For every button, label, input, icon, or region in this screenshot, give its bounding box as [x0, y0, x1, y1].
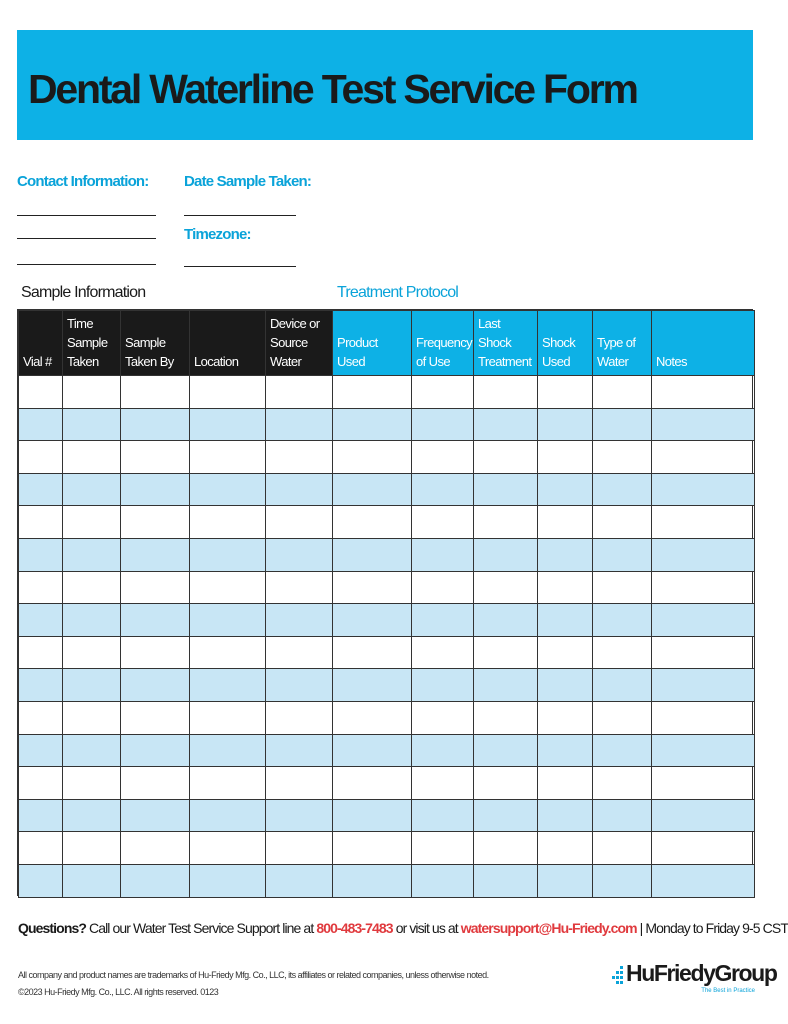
table-cell[interactable]	[474, 506, 538, 539]
table-cell[interactable]	[266, 799, 333, 832]
table-cell[interactable]	[412, 799, 474, 832]
table-cell[interactable]	[652, 571, 755, 604]
table-cell[interactable]	[121, 734, 190, 767]
table-cell[interactable]	[63, 506, 121, 539]
table-cell[interactable]	[266, 408, 333, 441]
table-cell[interactable]	[412, 832, 474, 865]
column-header-vial: Vial #	[19, 311, 63, 376]
column-header-shock-used: Shock Used	[538, 311, 593, 376]
column-header-last-shock-treatment: Last Shock Treatment	[474, 311, 538, 376]
table-cell[interactable]	[190, 669, 266, 702]
table-cell[interactable]	[593, 473, 652, 506]
support-hours: | Monday to Friday 9-5 CST	[636, 920, 788, 936]
table-row	[19, 701, 755, 734]
table-cell[interactable]	[412, 571, 474, 604]
table-cell[interactable]	[474, 767, 538, 800]
table-cell[interactable]	[412, 604, 474, 637]
table-cell[interactable]	[266, 571, 333, 604]
table-cell[interactable]	[333, 408, 412, 441]
table-cell[interactable]	[593, 734, 652, 767]
table-cell[interactable]	[412, 864, 474, 897]
table-cell[interactable]	[474, 799, 538, 832]
contact-field-line-3[interactable]	[17, 264, 156, 265]
table-cell[interactable]	[474, 538, 538, 571]
table-cell[interactable]	[266, 376, 333, 409]
table-cell[interactable]	[190, 408, 266, 441]
table-cell[interactable]	[412, 669, 474, 702]
table-cell[interactable]	[474, 734, 538, 767]
table-cell[interactable]	[333, 734, 412, 767]
table-cell[interactable]	[190, 441, 266, 474]
table-cell[interactable]	[593, 376, 652, 409]
sample-log-rows	[19, 376, 755, 898]
table-cell[interactable]	[333, 571, 412, 604]
table-cell[interactable]	[333, 538, 412, 571]
table-cell[interactable]	[190, 538, 266, 571]
table-cell[interactable]	[266, 538, 333, 571]
table-cell[interactable]	[266, 473, 333, 506]
table-cell[interactable]	[190, 376, 266, 409]
table-cell[interactable]	[412, 408, 474, 441]
table-cell[interactable]	[333, 767, 412, 800]
table-cell[interactable]	[652, 376, 755, 409]
table-cell[interactable]	[266, 734, 333, 767]
table-cell[interactable]	[412, 506, 474, 539]
table-cell[interactable]	[63, 376, 121, 409]
table-cell[interactable]	[121, 701, 190, 734]
table-cell[interactable]	[474, 864, 538, 897]
table-cell[interactable]	[121, 506, 190, 539]
table-cell[interactable]	[190, 636, 266, 669]
table-cell[interactable]	[121, 408, 190, 441]
logo-tagline: The Best in Practice	[701, 988, 755, 994]
table-cell[interactable]	[190, 767, 266, 800]
table-cell[interactable]	[121, 767, 190, 800]
column-header-sample-taken-by: Sample Taken By	[121, 311, 190, 376]
table-cell[interactable]	[266, 669, 333, 702]
table-cell[interactable]	[652, 669, 755, 702]
table-cell[interactable]	[652, 832, 755, 865]
table-cell[interactable]	[593, 538, 652, 571]
table-cell[interactable]	[19, 767, 63, 800]
table-cell[interactable]	[474, 408, 538, 441]
table-cell[interactable]	[121, 636, 190, 669]
table-cell[interactable]	[652, 538, 755, 571]
table-cell[interactable]	[652, 441, 755, 474]
table-cell[interactable]	[190, 473, 266, 506]
table-cell[interactable]	[63, 799, 121, 832]
table-cell[interactable]	[190, 571, 266, 604]
table-cell[interactable]	[652, 734, 755, 767]
form-title: Dental Waterline Test Service Form	[28, 66, 637, 112]
table-cell[interactable]	[652, 701, 755, 734]
table-cell[interactable]	[19, 799, 63, 832]
table-cell[interactable]	[474, 441, 538, 474]
table-cell[interactable]	[474, 604, 538, 637]
table-cell[interactable]	[19, 864, 63, 897]
table-cell[interactable]	[333, 799, 412, 832]
table-cell[interactable]	[19, 604, 63, 637]
support-text: Call our Water Test Service Support line at	[86, 920, 317, 936]
support-phone-link[interactable]: 800-483-7483	[316, 920, 393, 936]
sample-information-heading: Sample Information	[21, 284, 146, 301]
table-cell[interactable]	[652, 473, 755, 506]
table-cell[interactable]	[266, 767, 333, 800]
timezone-field-line[interactable]	[184, 266, 296, 267]
table-row	[19, 734, 755, 767]
table-cell[interactable]	[190, 734, 266, 767]
table-cell[interactable]	[190, 506, 266, 539]
table-row	[19, 441, 755, 474]
table-cell[interactable]	[593, 832, 652, 865]
table-cell[interactable]	[593, 441, 652, 474]
date-sample-taken-label: Date Sample Taken:	[184, 173, 312, 190]
table-cell[interactable]	[190, 701, 266, 734]
contact-field-line-1[interactable]	[17, 215, 156, 216]
table-cell[interactable]	[266, 604, 333, 637]
table-cell[interactable]	[190, 799, 266, 832]
timezone-label: Timezone:	[184, 226, 251, 243]
table-cell[interactable]	[333, 506, 412, 539]
table-cell[interactable]	[19, 832, 63, 865]
table-cell[interactable]	[538, 767, 593, 800]
table-cell[interactable]	[538, 636, 593, 669]
table-cell[interactable]	[412, 734, 474, 767]
table-cell[interactable]	[412, 473, 474, 506]
table-cell[interactable]	[652, 799, 755, 832]
column-header-time-sample-taken: Time Sample Taken	[63, 311, 121, 376]
table-cell[interactable]	[121, 473, 190, 506]
table-cell[interactable]	[19, 636, 63, 669]
date-field-line[interactable]	[184, 215, 296, 216]
table-cell[interactable]	[593, 408, 652, 441]
column-header-type-of-water: Type of Water	[593, 311, 652, 376]
table-row	[19, 832, 755, 865]
table-cell[interactable]	[266, 636, 333, 669]
questions-label: Questions?	[18, 920, 87, 936]
table-cell[interactable]	[593, 799, 652, 832]
table-cell[interactable]	[652, 636, 755, 669]
table-cell[interactable]	[412, 636, 474, 669]
table-cell[interactable]	[538, 473, 593, 506]
table-row	[19, 636, 755, 669]
table-cell[interactable]	[63, 832, 121, 865]
table-cell[interactable]	[121, 832, 190, 865]
table-cell[interactable]	[593, 767, 652, 800]
table-cell[interactable]	[121, 669, 190, 702]
table-cell[interactable]	[19, 441, 63, 474]
table-cell[interactable]	[121, 571, 190, 604]
table-cell[interactable]	[538, 441, 593, 474]
table-cell[interactable]	[652, 767, 755, 800]
table-cell[interactable]	[593, 571, 652, 604]
table-cell[interactable]	[538, 408, 593, 441]
table-cell[interactable]	[474, 832, 538, 865]
table-cell[interactable]	[593, 701, 652, 734]
table-row	[19, 669, 755, 702]
logo-dots-icon	[612, 966, 624, 984]
table-cell[interactable]	[63, 636, 121, 669]
table-cell[interactable]	[121, 604, 190, 637]
table-cell[interactable]	[19, 571, 63, 604]
table-row	[19, 408, 755, 441]
table-row	[19, 767, 755, 800]
table-cell[interactable]	[63, 734, 121, 767]
sample-log-table	[17, 309, 753, 896]
table-cell[interactable]	[538, 864, 593, 897]
support-line	[18, 920, 788, 936]
table-cell[interactable]	[538, 832, 593, 865]
table-cell[interactable]	[190, 832, 266, 865]
table-cell[interactable]	[266, 441, 333, 474]
table-cell[interactable]	[538, 799, 593, 832]
table-cell[interactable]	[412, 767, 474, 800]
column-header-location: Location	[190, 311, 266, 376]
table-cell[interactable]	[538, 506, 593, 539]
table-cell[interactable]	[333, 832, 412, 865]
table-cell[interactable]	[333, 604, 412, 637]
treatment-protocol-heading: Treatment Protocol	[337, 284, 459, 301]
table-cell[interactable]	[333, 701, 412, 734]
table-cell[interactable]	[538, 571, 593, 604]
table-cell[interactable]	[593, 864, 652, 897]
table-cell[interactable]	[474, 669, 538, 702]
table-cell[interactable]	[121, 864, 190, 897]
table-cell[interactable]	[538, 538, 593, 571]
table-cell[interactable]	[63, 864, 121, 897]
column-header-product-used: Product Used	[333, 311, 412, 376]
column-header-notes: Notes	[652, 311, 755, 376]
table-cell[interactable]	[63, 669, 121, 702]
table-cell[interactable]	[19, 669, 63, 702]
table-row	[19, 506, 755, 539]
hufriedy-logo	[612, 960, 777, 1000]
logo-wordmark: HuFriedyGroup	[626, 960, 777, 986]
table-cell[interactable]	[652, 408, 755, 441]
table-cell[interactable]	[474, 376, 538, 409]
table-cell[interactable]	[652, 604, 755, 637]
table-cell[interactable]	[593, 604, 652, 637]
table-cell[interactable]	[63, 473, 121, 506]
table-cell[interactable]	[19, 734, 63, 767]
contact-field-line-2[interactable]	[17, 238, 156, 239]
table-cell[interactable]	[333, 636, 412, 669]
table-row	[19, 538, 755, 571]
table-cell[interactable]	[266, 864, 333, 897]
table-cell[interactable]	[63, 604, 121, 637]
table-cell[interactable]	[63, 441, 121, 474]
table-cell[interactable]	[538, 701, 593, 734]
table-cell[interactable]	[121, 538, 190, 571]
table-cell[interactable]	[19, 408, 63, 441]
table-row	[19, 864, 755, 897]
trademark-notice: All company and product names are trademarks of Hu-Friedy Mfg. Co., LLC, its affiliates or related companies, unless otherwise noted.	[18, 970, 489, 980]
table-cell[interactable]	[333, 669, 412, 702]
table-cell[interactable]	[593, 506, 652, 539]
table-cell[interactable]	[19, 701, 63, 734]
table-cell[interactable]	[412, 701, 474, 734]
table-cell[interactable]	[474, 571, 538, 604]
table-cell[interactable]	[266, 832, 333, 865]
table-row	[19, 473, 755, 506]
table-cell[interactable]	[63, 767, 121, 800]
copyright-notice: ©2023 Hu-Friedy Mfg. Co., LLC. All rights reserved. 0123	[18, 987, 219, 997]
table-cell[interactable]	[266, 701, 333, 734]
table-cell[interactable]	[412, 441, 474, 474]
table-cell[interactable]	[538, 734, 593, 767]
table-cell[interactable]	[190, 864, 266, 897]
column-header-device-or-source-water: Device or Source Water	[266, 311, 333, 376]
table-cell[interactable]	[333, 376, 412, 409]
support-email-link[interactable]: watersupport@Hu-Friedy.com	[460, 920, 637, 936]
table-cell[interactable]	[593, 636, 652, 669]
table-row	[19, 604, 755, 637]
table-cell[interactable]	[652, 506, 755, 539]
column-header-frequency-of-use: Frequency of Use	[412, 311, 474, 376]
table-cell[interactable]	[121, 376, 190, 409]
table-cell[interactable]	[63, 538, 121, 571]
table-cell[interactable]	[121, 799, 190, 832]
table-cell[interactable]	[538, 669, 593, 702]
table-cell[interactable]	[333, 864, 412, 897]
table-cell[interactable]	[333, 441, 412, 474]
table-cell[interactable]	[474, 636, 538, 669]
table-cell[interactable]	[412, 538, 474, 571]
table-cell[interactable]	[19, 538, 63, 571]
table-cell[interactable]	[538, 376, 593, 409]
table-row	[19, 376, 755, 409]
table-cell[interactable]	[121, 441, 190, 474]
table-cell[interactable]	[266, 506, 333, 539]
table-row	[19, 799, 755, 832]
table-cell[interactable]	[63, 408, 121, 441]
table-cell[interactable]	[63, 701, 121, 734]
table-cell[interactable]	[333, 473, 412, 506]
support-visit-text: or visit us at	[392, 920, 461, 936]
table-row	[19, 571, 755, 604]
table-cell[interactable]	[412, 376, 474, 409]
contact-information-label: Contact Information:	[17, 173, 149, 190]
table-cell[interactable]	[190, 604, 266, 637]
table-cell[interactable]	[19, 506, 63, 539]
table-cell[interactable]	[652, 864, 755, 897]
table-cell[interactable]	[63, 571, 121, 604]
table-cell[interactable]	[538, 604, 593, 637]
table-cell[interactable]	[19, 473, 63, 506]
table-cell[interactable]	[19, 376, 63, 409]
table-cell[interactable]	[474, 701, 538, 734]
table-cell[interactable]	[593, 669, 652, 702]
table-cell[interactable]	[474, 473, 538, 506]
